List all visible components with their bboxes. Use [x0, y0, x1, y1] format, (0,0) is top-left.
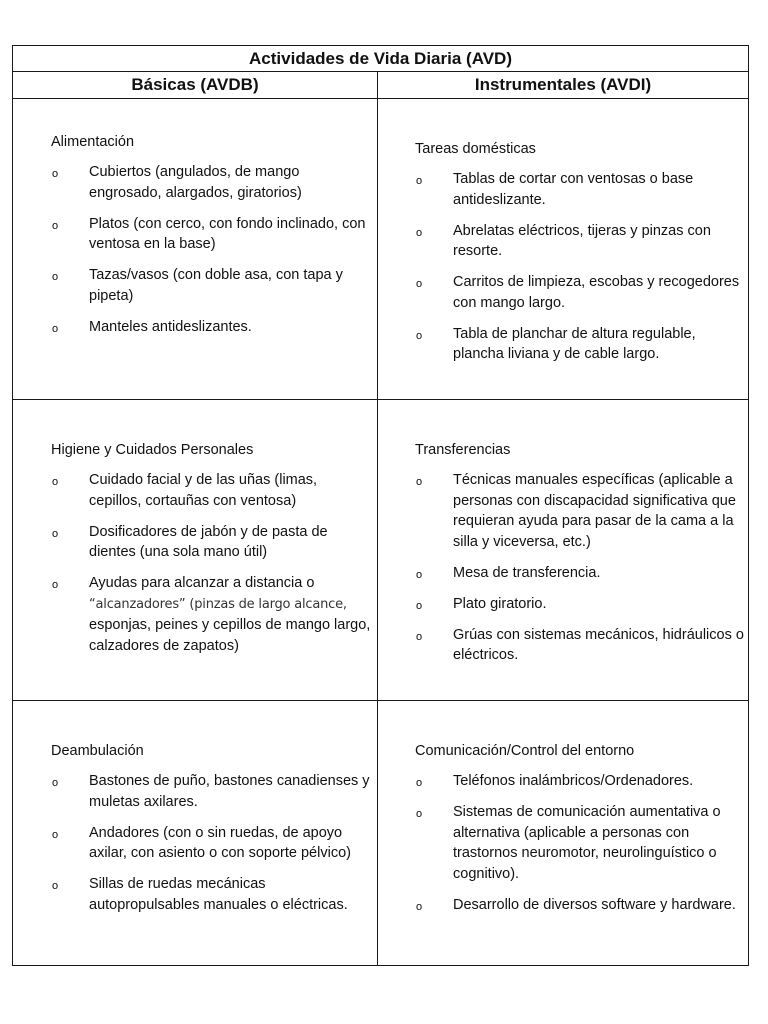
- bullet-icon: o: [416, 599, 423, 612]
- avd-table: [12, 45, 749, 966]
- section-title-tareas-domesticas: Tareas domésticas: [415, 141, 536, 157]
- list-item: o Grúas con sistemas mecánicos, hidráulicos o eléctricos.: [416, 626, 744, 663]
- bullet-icon: o: [416, 568, 423, 581]
- list-tareas-domesticas: [378, 169, 748, 365]
- list-deambulacion: [13, 771, 377, 915]
- bullet-icon: o: [52, 476, 59, 488]
- list-item: o Teléfonos inalámbricos/Ordenadores.: [453, 771, 748, 792]
- list-item: o Plato giratorio.: [453, 594, 748, 615]
- list-item: o Platos (con cerco, con fondo inclinado, con ventosa en la base): [52, 215, 366, 252]
- list-item: o Bastones de puño, bastones canadienses y muletas axilares.: [52, 773, 370, 810]
- bullet-icon: o: [52, 777, 59, 789]
- list-item: o Cubiertos (angulados, de mango engrosado, alargados, giratorios): [52, 164, 302, 201]
- bullet-icon: o: [416, 808, 423, 820]
- bullet-icon: o: [416, 278, 423, 290]
- section-title-higiene: Higiene y Cuidados Personales: [51, 442, 254, 458]
- bullet-icon: o: [52, 168, 59, 180]
- list-transferencias: [378, 470, 748, 666]
- bullet-icon: o: [52, 828, 59, 841]
- bullet-icon: o: [416, 476, 423, 488]
- section-title-transferencias: Transferencias: [415, 442, 511, 458]
- bullet-icon: o: [416, 329, 423, 342]
- section-title-comunicacion: Comunicación/Control del entorno: [415, 743, 635, 759]
- section-title-deambulacion: Deambulación: [51, 743, 144, 759]
- bullet-icon: o: [416, 630, 423, 643]
- cell-deambulacion: [13, 701, 378, 966]
- bullet-icon: o: [52, 322, 59, 335]
- bullet-icon: o: [52, 579, 59, 591]
- header-basicas: Básicas (AVDB): [13, 72, 378, 99]
- bullet-icon: o: [52, 219, 59, 232]
- list-item: o Dosificadores de jabón y de pasta de dientes (una sola mano útil): [52, 523, 328, 560]
- list-item: o Tazas/vasos (con doble asa, con tapa y pipeta): [52, 267, 343, 304]
- list-item: o Tablas de cortar con ventosas o base antideslizante.: [416, 171, 694, 208]
- list-item: o Ayudas para alcanzar a distancia o “alcanzadores” (pinzas de largo alcance, esponjas, peines y cepillos de mango largo, calzadores de zapatos): [52, 575, 371, 654]
- cell-transferencias: [378, 400, 749, 701]
- table-row: [13, 400, 749, 701]
- list-item: o Sillas de ruedas mecánicas autopropulsables manuales o eléctricas.: [52, 876, 348, 913]
- table-row: [13, 701, 749, 966]
- table-row: [13, 99, 749, 400]
- list-item: o Cuidado facial y de las uñas (limas, cepillos, cortauñas con ventosa): [52, 472, 318, 509]
- list-higiene: [13, 470, 377, 656]
- list-item: o Abrelatas eléctricos, tijeras y pinzas con resorte.: [416, 222, 711, 259]
- list-comunicacion: [378, 771, 748, 915]
- table-title: Actividades de Vida Diaria (AVD): [13, 46, 749, 72]
- bullet-icon: o: [52, 271, 59, 283]
- bullet-icon: o: [416, 900, 423, 913]
- cell-tareas-domesticas: [378, 99, 749, 400]
- list-item: o Tabla de planchar de altura regulable, plancha liviana y de cable largo.: [416, 325, 696, 362]
- list-item: o Desarrollo de diversos software y hardware.: [453, 895, 748, 916]
- list-item: o Manteles antideslizantes.: [89, 317, 377, 338]
- header-instrumentales: Instrumentales (AVDI): [378, 72, 749, 99]
- list-item: o Técnicas manuales específicas (aplicable a personas con discapacidad significativa que requieran ayuda para pasar de la cama a la silla y viceversa, etc.): [416, 472, 736, 550]
- list-item: o Sistemas de comunicación aumentativa o alternativa (aplicable a personas con trastornos neuromotor, neurolinguístico o cognitivo).: [416, 804, 721, 882]
- bullet-icon: o: [416, 226, 423, 239]
- list-item: o Carritos de limpieza, escobas y recogedores con mango largo.: [416, 274, 740, 311]
- list-item: o Andadores (con o sin ruedas, de apoyo axilar, con asiento o con soporte pélvico): [52, 824, 351, 861]
- bullet-icon: o: [52, 527, 59, 540]
- bullet-icon: o: [52, 880, 59, 892]
- cell-higiene: [13, 400, 378, 701]
- list-item: o Mesa de transferencia.: [453, 563, 748, 584]
- bullet-icon: o: [416, 777, 423, 789]
- section-title-alimentacion: Alimentación: [51, 134, 135, 150]
- cell-alimentacion: [13, 99, 378, 400]
- list-alimentacion: [13, 162, 377, 337]
- bullet-icon: o: [416, 175, 423, 187]
- cell-comunicacion: [378, 701, 749, 966]
